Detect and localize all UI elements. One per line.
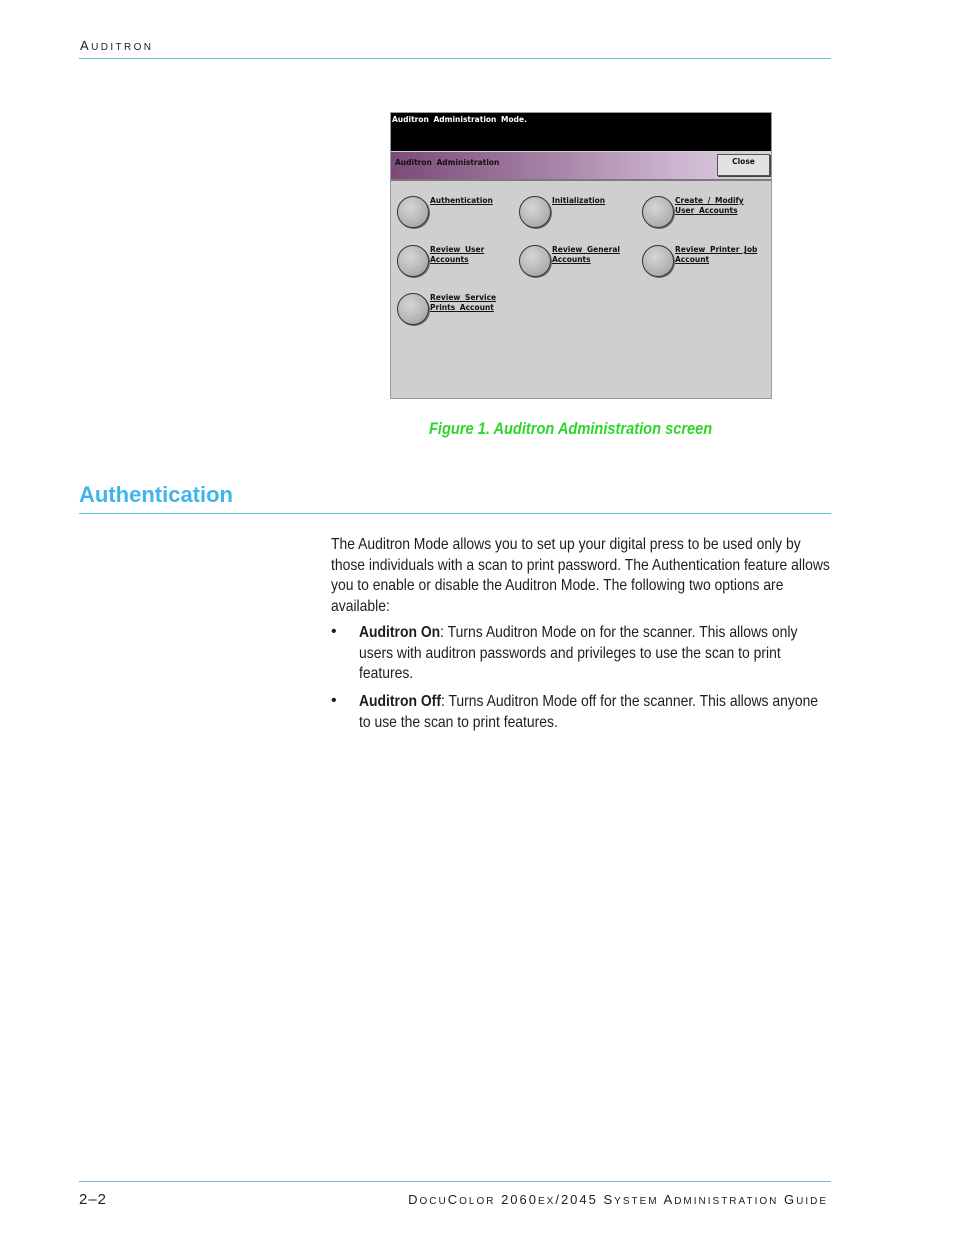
footer-guide-title: DOCUCOLOR 2060EX/2045 SYSTEM ADMINISTRATION GUIDE bbox=[408, 1192, 828, 1207]
auditron-admin-screenshot bbox=[390, 112, 772, 399]
option-label: Review User Accounts bbox=[430, 245, 485, 264]
footer-rule bbox=[79, 1181, 831, 1182]
intro-paragraph: The Auditron Mode allows you to set up your digital press to be used only by those individuals with a scan to print password. The Authentication feature allows you to enable or disable the Auditron Mode. The following two options are available: bbox=[331, 536, 830, 615]
option-label: Authentication bbox=[430, 196, 493, 205]
bullet-term: Auditron Off bbox=[359, 693, 441, 710]
section-rule bbox=[79, 513, 831, 514]
option-button-icon[interactable] bbox=[397, 293, 429, 325]
screen-bar-title: Auditron Administration bbox=[395, 158, 500, 167]
option-label: Create / Modify User Accounts bbox=[675, 196, 744, 215]
screen-title-bar bbox=[391, 152, 771, 181]
bullet-auditron-on bbox=[359, 623, 833, 685]
option-label: Review Service Prints Account bbox=[430, 293, 497, 312]
option-label: Initialization bbox=[552, 196, 606, 205]
figure-caption: Figure 1. Auditron Administration screen bbox=[429, 419, 713, 438]
running-head bbox=[80, 38, 153, 53]
option-label: Review Printer Job Account bbox=[675, 245, 758, 264]
bullet-text: : Turns Auditron Mode off for the scanner. This allows anyone to use the scan to print features. bbox=[359, 693, 819, 731]
option-button-icon[interactable] bbox=[519, 245, 551, 277]
option-button-icon[interactable] bbox=[642, 196, 674, 228]
option-label: Review General Accounts bbox=[552, 245, 620, 264]
option-button-icon[interactable] bbox=[519, 196, 551, 228]
close-button[interactable]: Close bbox=[717, 154, 770, 176]
option-button-icon[interactable] bbox=[397, 196, 429, 228]
running-head-initial: A bbox=[80, 38, 92, 53]
bullet-term: Auditron On bbox=[359, 624, 441, 641]
option-button-icon[interactable] bbox=[642, 245, 674, 277]
page-number: 2–2 bbox=[79, 1191, 108, 1208]
bullet-text: : Turns Auditron Mode on for the scanner. This allows only users with auditron passwords and privileges to use the scan to print features. bbox=[359, 624, 798, 682]
screen-message: Auditron Administration Mode. bbox=[391, 113, 771, 151]
bullet-marker: • bbox=[331, 692, 337, 709]
running-head-rest: UDITRON bbox=[91, 42, 154, 53]
section-title: Authentication bbox=[79, 482, 233, 507]
bullet-marker: • bbox=[331, 623, 337, 640]
option-button-icon[interactable] bbox=[397, 245, 429, 277]
header-rule bbox=[79, 58, 831, 59]
bullet-auditron-off bbox=[359, 692, 833, 733]
